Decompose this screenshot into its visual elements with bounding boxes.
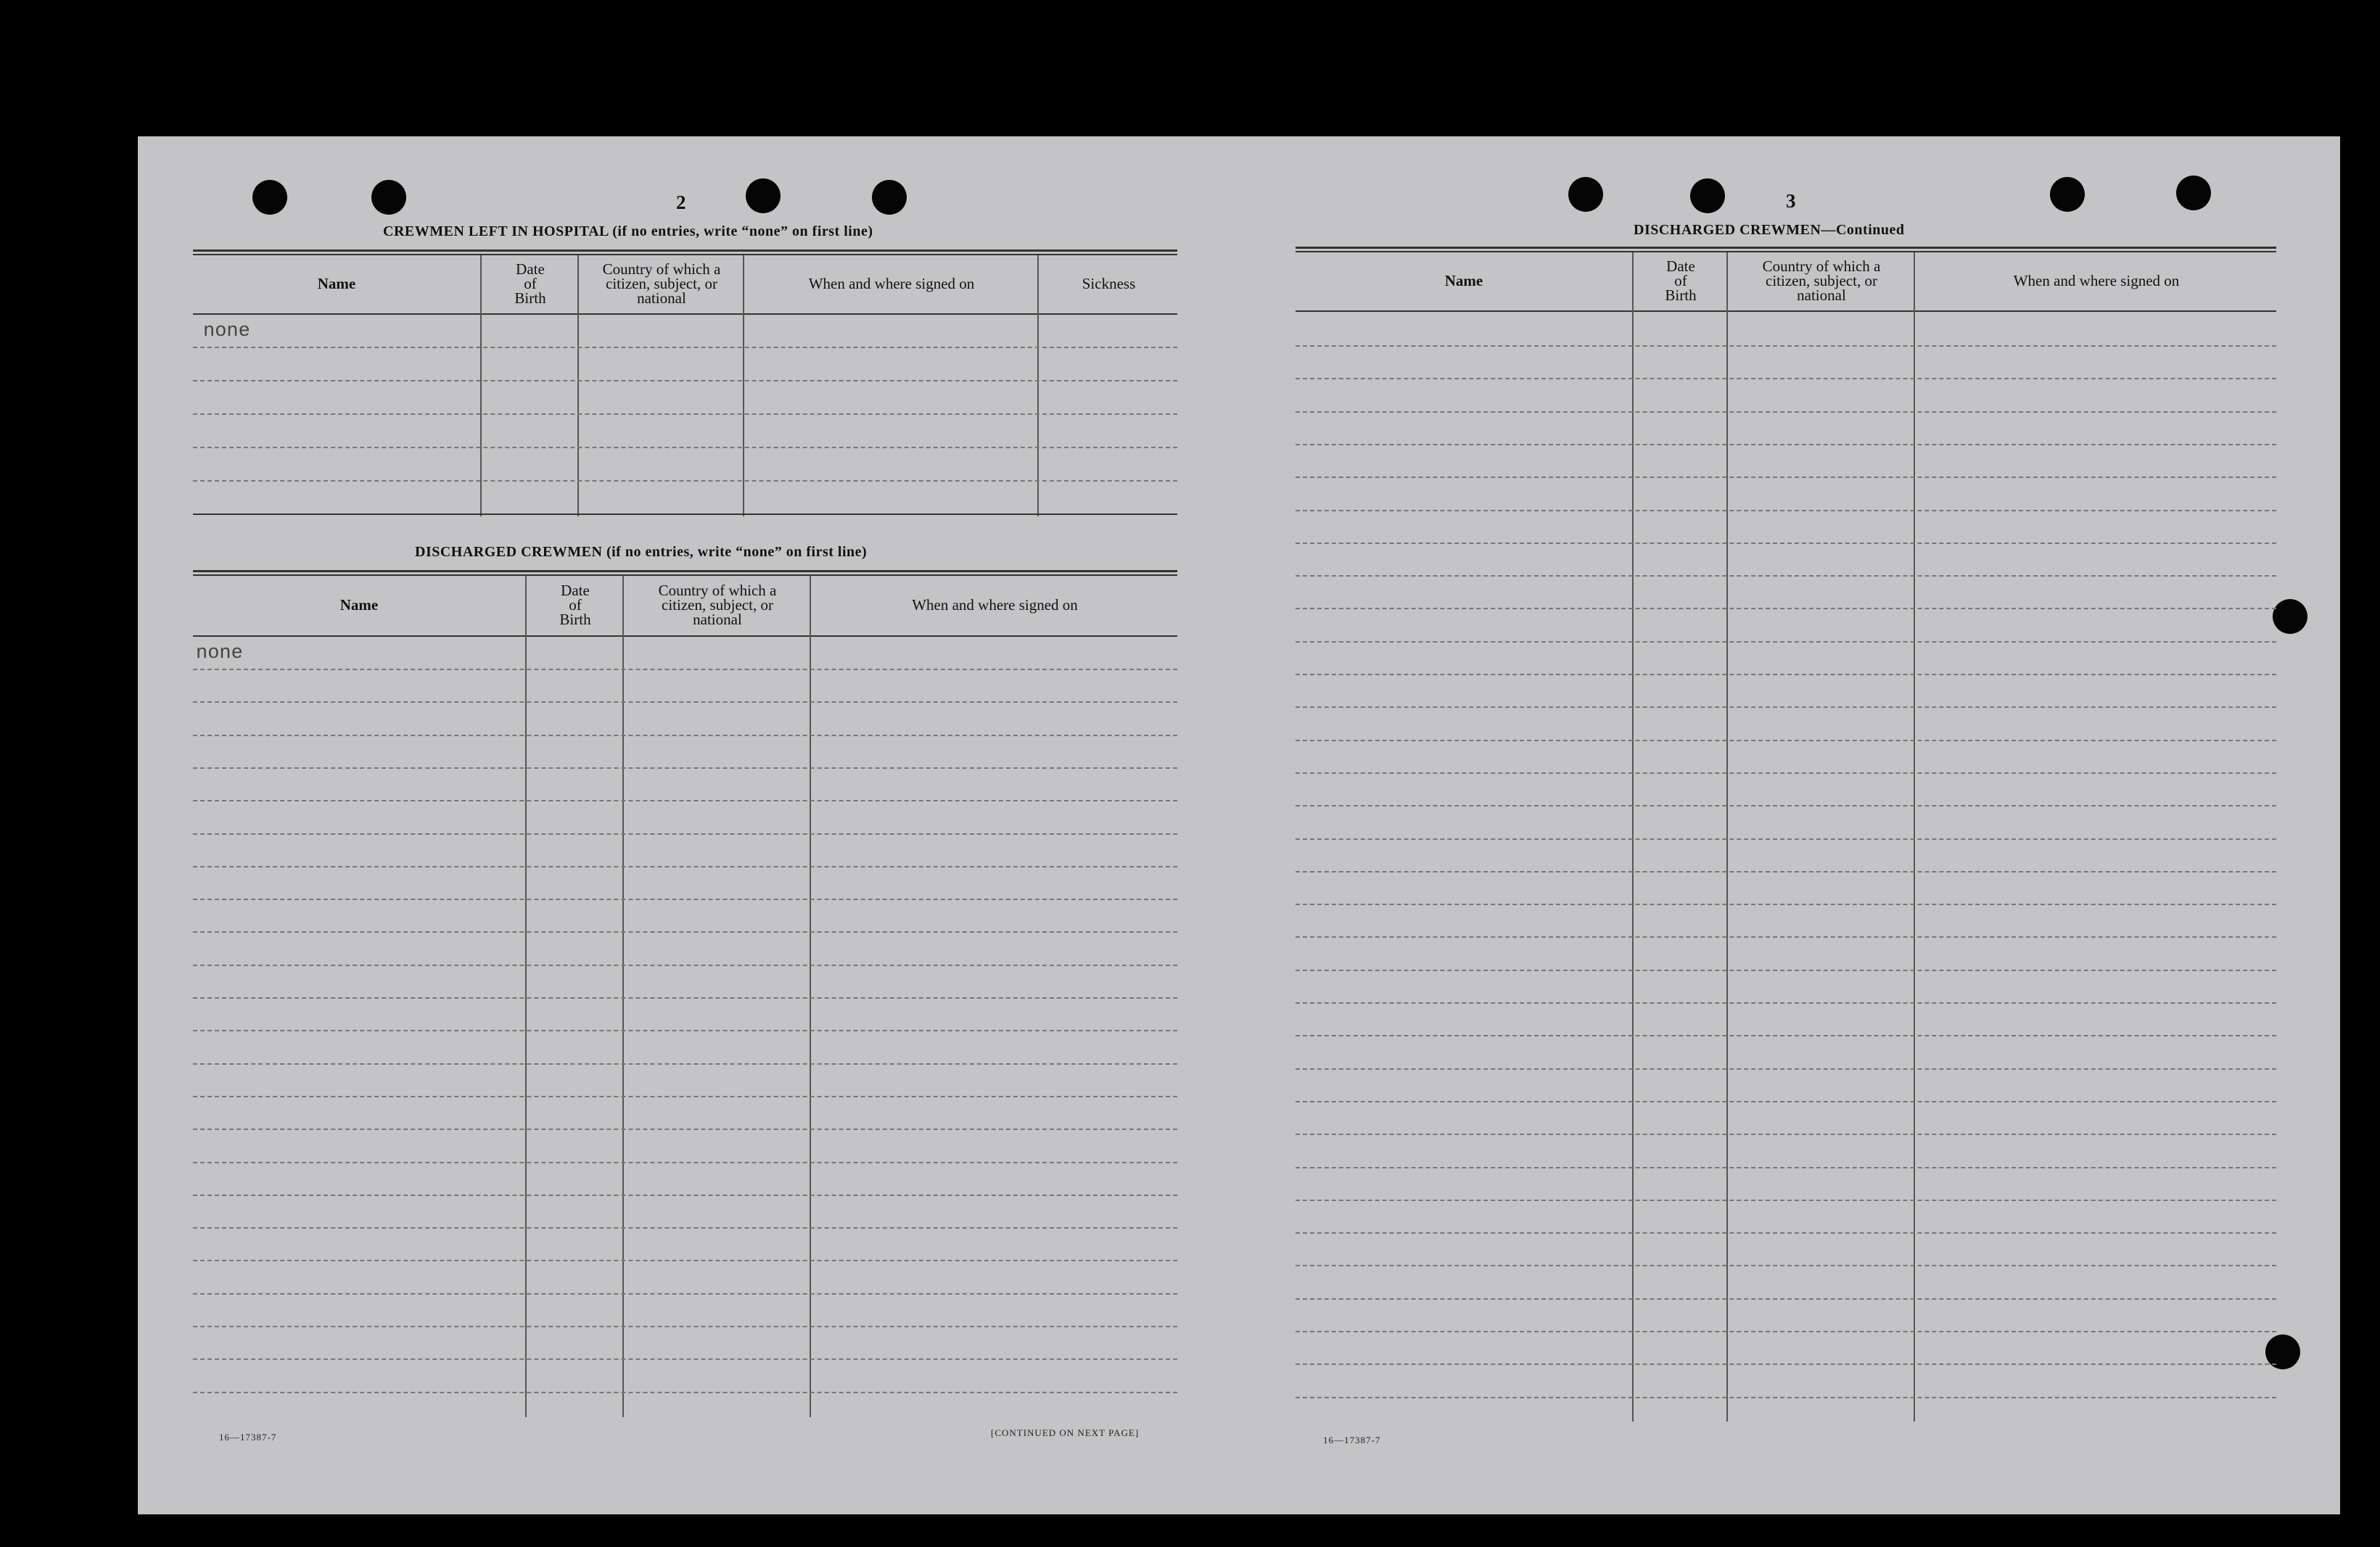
punch-hole	[746, 178, 781, 213]
discharged-table	[193, 576, 1177, 1417]
header-rule	[1296, 310, 2276, 312]
table-row-line	[1296, 575, 2276, 577]
column-divider	[480, 255, 482, 516]
column-header: Country of which a citizen, subject, or national	[658, 582, 777, 628]
column-divider	[743, 255, 744, 516]
table-row-line	[1296, 641, 2276, 643]
punch-hole	[1568, 177, 1603, 212]
hospital-section-title	[383, 223, 873, 240]
column-divider	[1726, 252, 1728, 1422]
column-divider	[1037, 255, 1039, 516]
table-row-line	[1296, 411, 2276, 413]
punch-hole	[2273, 599, 2307, 634]
table-row-line	[1296, 740, 2276, 741]
column-header: When and where signed on	[808, 275, 975, 292]
table-row-line	[193, 1096, 1177, 1097]
table-row-line	[1296, 510, 2276, 511]
table-row-line	[1296, 1068, 2276, 1070]
header-rule	[193, 313, 1177, 315]
table-row-line	[193, 899, 1177, 900]
column-header: Country of which a citizen, subject, or national	[602, 260, 721, 307]
table-row-line	[193, 1195, 1177, 1196]
table-row-line	[193, 931, 1177, 933]
header-rule	[193, 635, 1177, 637]
table-row-line	[193, 701, 1177, 703]
double-rule	[1296, 247, 2276, 249]
table-row-line	[1296, 1200, 2276, 1201]
table-row-line	[1296, 1265, 2276, 1266]
page-number-left: 2	[676, 191, 686, 213]
table-row-line	[193, 1358, 1177, 1360]
table-row-line	[1296, 805, 2276, 806]
table-row-line	[1296, 706, 2276, 708]
table-row-line	[1296, 970, 2276, 971]
table-row-line	[193, 1227, 1177, 1229]
table-row-line	[193, 997, 1177, 999]
continued-note: [CONTINUED ON NEXT PAGE]	[991, 1427, 1140, 1438]
column-divider	[1914, 252, 1915, 1422]
table-row-line	[1296, 345, 2276, 347]
table-row-line	[193, 1293, 1177, 1295]
page-number-right: 3	[1786, 190, 1796, 212]
table-row-line	[193, 380, 1177, 381]
column-header: Name	[1444, 272, 1483, 289]
double-rule	[193, 249, 1177, 252]
double-rule	[193, 570, 1177, 572]
punch-hole	[252, 180, 287, 215]
table-row-line	[1296, 378, 2276, 379]
punch-hole	[872, 180, 907, 215]
table-bottom-rule	[193, 513, 1177, 515]
column-header: Date of Birth	[514, 260, 546, 307]
discharged-note: (if no entries, write “none” on first line)	[606, 544, 868, 560]
table-row-line	[193, 1063, 1177, 1065]
table-row-line	[1296, 904, 2276, 905]
table-row-line	[1296, 1101, 2276, 1102]
table-row-line	[193, 413, 1177, 415]
table-row-line	[193, 866, 1177, 867]
column-divider	[1632, 252, 1634, 1422]
table-row-line	[193, 800, 1177, 801]
table-row-line	[193, 480, 1177, 482]
form-number-right: 16—17387-7	[1323, 1435, 1381, 1445]
table-row-line	[193, 1129, 1177, 1130]
column-header: Date of Birth	[559, 582, 591, 628]
hospital-table	[193, 255, 1177, 516]
discharged-section-title	[415, 544, 867, 561]
table-row-line	[1296, 1298, 2276, 1300]
column-header: When and where signed on	[2013, 272, 2180, 289]
punch-hole	[2176, 176, 2211, 210]
table-row-line	[1296, 674, 2276, 675]
table-row-line	[193, 965, 1177, 966]
table-row-line	[1296, 1397, 2276, 1398]
table-row-line	[193, 347, 1177, 348]
punch-hole	[371, 180, 406, 215]
table-row-line	[1296, 936, 2276, 938]
table-row-line	[1296, 772, 2276, 774]
column-header: Date of Birth	[1665, 257, 1697, 304]
table-entry-none: none	[203, 321, 250, 342]
table-row-line	[1296, 1364, 2276, 1365]
table-row-line	[193, 669, 1177, 670]
column-divider	[577, 255, 579, 516]
table-row-line	[1296, 1134, 2276, 1135]
column-header: Sickness	[1082, 275, 1136, 292]
table-row-line	[1296, 608, 2276, 609]
table-row-line	[193, 767, 1177, 769]
column-header: Name	[339, 596, 379, 614]
table-row-line	[193, 1162, 1177, 1163]
hospital-note: (if no entries, write “none” on first line)	[612, 223, 873, 239]
table-row-line	[193, 735, 1177, 736]
table-row-line	[1296, 477, 2276, 478]
hospital-title: CREWMEN LEFT IN HOSPITAL	[383, 223, 609, 239]
table-row-line	[1296, 838, 2276, 840]
table-row-line	[1296, 444, 2276, 445]
document-sheet	[138, 136, 2340, 1514]
right-section-title: DISCHARGED CREWMEN—Continued	[1634, 222, 1905, 238]
punch-hole	[2050, 177, 2085, 212]
table-row-line	[1296, 543, 2276, 544]
table-row-line	[193, 833, 1177, 835]
column-header: Name	[317, 275, 356, 292]
table-row-line	[193, 1030, 1177, 1031]
discharged-title: DISCHARGED CREWMEN	[415, 544, 603, 560]
column-header: When and where signed on	[912, 596, 1078, 614]
table-entry-none: none	[196, 643, 243, 664]
table-row-line	[1296, 1035, 2276, 1036]
table-row-line	[1296, 871, 2276, 872]
discharged-continued-table	[1296, 252, 2276, 1422]
form-number-left: 16—17387-7	[219, 1432, 277, 1443]
table-row-line	[193, 1392, 1177, 1393]
column-header: Country of which a citizen, subject, or national	[1762, 257, 1881, 304]
table-row-line	[1296, 1002, 2276, 1004]
table-row-line	[193, 1260, 1177, 1261]
punch-hole	[1690, 178, 1725, 213]
table-row-line	[1296, 1232, 2276, 1234]
table-row-line	[193, 447, 1177, 448]
table-row-line	[1296, 1331, 2276, 1332]
table-row-line	[193, 1326, 1177, 1327]
table-row-line	[1296, 1167, 2276, 1168]
